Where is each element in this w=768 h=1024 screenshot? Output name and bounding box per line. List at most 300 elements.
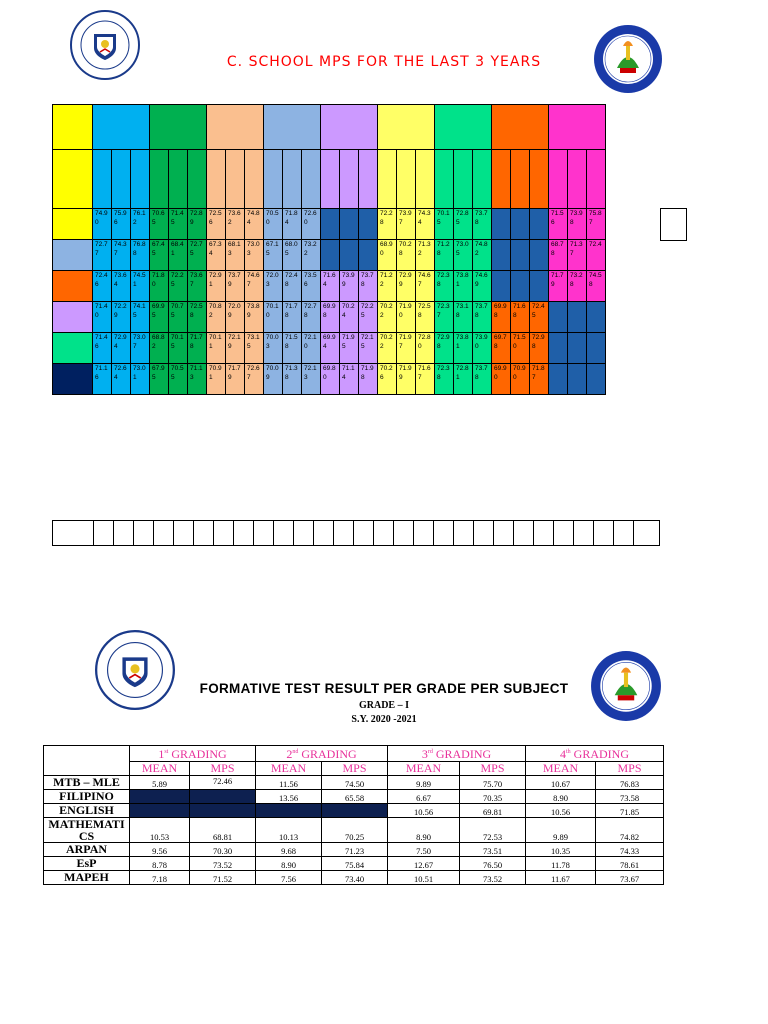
mps-value-cell: 71.50 — [511, 333, 530, 364]
mps-value-cell: 73.22 — [302, 240, 321, 271]
score-cell: 72.53 — [460, 818, 526, 843]
blank-cell — [340, 209, 359, 240]
mps-value-cell: 72.60 — [302, 209, 321, 240]
score-cell: 11.78 — [526, 857, 596, 871]
blank-cell — [359, 240, 378, 271]
score-cell: 13.56 — [256, 790, 322, 804]
formative-test-table — [43, 745, 664, 885]
blank-cell — [359, 209, 378, 240]
mps-value-cell: 70.91 — [207, 364, 226, 395]
mps-value-cell: 73.18 — [454, 302, 473, 333]
mps-value-cell: 72.91 — [207, 271, 226, 302]
blank-cell — [190, 790, 256, 804]
empty-cell — [414, 521, 434, 546]
year-header — [188, 150, 207, 209]
mps-value-cell: 75.87 — [587, 209, 606, 240]
grade-label-three — [53, 271, 93, 302]
mps-value-cell: 71.28 — [435, 240, 454, 271]
mps-value-cell: 69.98 — [492, 302, 511, 333]
empty-cell — [354, 521, 374, 546]
empty-cell — [174, 521, 194, 546]
mps-value-cell: 72.64 — [112, 364, 131, 395]
mps-value-cell: 72.81 — [454, 364, 473, 395]
mps-value-cell: 72.25 — [169, 271, 188, 302]
table-row — [53, 364, 606, 395]
grade-label-one — [53, 209, 93, 240]
mps-value-cell: 73.97 — [397, 209, 416, 240]
score-cell: 10.67 — [526, 776, 596, 790]
mps-value-cell: 70.10 — [264, 302, 283, 333]
section2-title: FORMATIVE TEST RESULT PER GRADE PER SUBJECT — [199, 681, 569, 696]
mps-value-cell: 70.11 — [207, 333, 226, 364]
mps-value-cell: 71.58 — [283, 333, 302, 364]
mps-value-cell: 70.28 — [397, 240, 416, 271]
subject-name: FILIPINO — [44, 790, 130, 804]
empty-cell — [53, 521, 94, 546]
empty-cell — [374, 521, 394, 546]
mps-value-cell: 71.14 — [340, 364, 359, 395]
score-cell: 74.33 — [596, 843, 664, 857]
empty-cell — [454, 521, 474, 546]
score-cell: 9.68 — [256, 843, 322, 857]
mps-value-cell: 69.78 — [492, 333, 511, 364]
grading-header-4 — [526, 746, 664, 762]
table-row — [44, 857, 664, 871]
year-header — [112, 150, 131, 209]
blank-cell — [190, 804, 256, 818]
year-header — [397, 150, 416, 209]
grade-label-six — [53, 364, 93, 395]
mps-value-cell: 72.29 — [112, 302, 131, 333]
year-header — [150, 150, 169, 209]
mps-value-cell: 68.90 — [378, 240, 397, 271]
mps-value-cell: 71.78 — [283, 302, 302, 333]
mps-value-cell: 73.81 — [454, 333, 473, 364]
score-cell: 73.51 — [460, 843, 526, 857]
year-header — [492, 150, 511, 209]
mps-value-cell: 71.22 — [378, 271, 397, 302]
mps-value-cell: 73.81 — [454, 271, 473, 302]
year-header — [473, 150, 492, 209]
mps-value-cell: 71.84 — [283, 209, 302, 240]
empty-cell — [314, 521, 334, 546]
empty-cell — [234, 521, 254, 546]
subject-area-header — [53, 105, 93, 150]
year-header — [549, 150, 568, 209]
score-cell: 8.90 — [256, 857, 322, 871]
score-cell: 69.81 — [460, 804, 526, 818]
mps-value-cell: 71.79 — [549, 271, 568, 302]
blank-cell — [492, 240, 511, 271]
mps-value-cell: 70.55 — [169, 364, 188, 395]
score-cell: 6.67 — [388, 790, 460, 804]
subject-column-header — [44, 746, 130, 776]
table-row — [53, 271, 606, 302]
year-header — [93, 150, 112, 209]
grading-header-3 — [388, 746, 526, 762]
score-cell: 71.52 — [190, 871, 256, 885]
mps-value-cell: 73.67 — [188, 271, 207, 302]
score-cell: 74.82 — [596, 818, 664, 843]
mps-table — [52, 104, 606, 395]
grading-header-1 — [130, 746, 256, 762]
mps-value-cell: 72.4 — [587, 240, 606, 271]
empty-cell — [94, 521, 114, 546]
grading-num: 2 — [286, 747, 293, 761]
mps-value-cell: 70.15 — [435, 209, 454, 240]
mps-value-cell: 73.03 — [245, 240, 264, 271]
mps-value-cell: 72.09 — [226, 302, 245, 333]
mps-value-cell: 74.82 — [473, 240, 492, 271]
score-cell: 65.58 — [322, 790, 388, 804]
score-cell: 12.67 — [388, 857, 460, 871]
mps-value-cell: 73.07 — [131, 333, 150, 364]
extra-cell — [660, 208, 687, 241]
year-header — [378, 150, 397, 209]
score-cell: 68.81 — [190, 818, 256, 843]
mps-value-cell: 70.65 — [150, 209, 169, 240]
year-header — [568, 150, 587, 209]
subject-header-filipino — [207, 105, 264, 150]
mps-value-cell: 71.56 — [549, 209, 568, 240]
mps-value-cell: 73.05 — [454, 240, 473, 271]
mps-value-cell: 74.58 — [587, 271, 606, 302]
score-cell: 10.56 — [388, 804, 460, 818]
blank-cell — [511, 240, 530, 271]
blank-cell — [530, 209, 549, 240]
grading-num: 1 — [158, 747, 165, 761]
mps-value-cell: 72.85 — [454, 209, 473, 240]
mps-value-cell: 67.34 — [207, 240, 226, 271]
empty-cell — [394, 521, 414, 546]
year-header — [435, 150, 454, 209]
table-row — [44, 790, 664, 804]
year-header — [245, 150, 264, 209]
score-cell: 73.40 — [322, 871, 388, 885]
score-cell: 70.25 — [322, 818, 388, 843]
blank-cell — [130, 790, 190, 804]
mps-value-cell: 71.67 — [416, 364, 435, 395]
mps-value-cell: 71.80 — [150, 271, 169, 302]
mps-value-cell: 71.87 — [530, 364, 549, 395]
mps-value-cell: 72.15 — [359, 333, 378, 364]
empty-cell — [194, 521, 214, 546]
year-header — [340, 150, 359, 209]
mps-header: MPS — [460, 762, 526, 776]
empty-cell — [594, 521, 614, 546]
empty-cell — [214, 521, 234, 546]
mps-value-cell: 69.90 — [492, 364, 511, 395]
mps-value-cell: 71.46 — [93, 333, 112, 364]
grade-label-five — [53, 333, 93, 364]
blank-cell — [256, 804, 322, 818]
grading-label: GRADING — [570, 747, 629, 761]
blank-cell — [530, 240, 549, 271]
table-row — [44, 843, 664, 857]
blank-cell — [492, 271, 511, 302]
mps-value-cell: 73.78 — [473, 302, 492, 333]
subject-header-science — [321, 105, 378, 150]
mps-value-cell: 73.78 — [473, 209, 492, 240]
mps-value-cell: 71.99 — [397, 364, 416, 395]
grading-num: 3 — [421, 747, 428, 761]
score-cell: 10.35 — [526, 843, 596, 857]
mps-value-cell: 74.67 — [245, 271, 264, 302]
score-cell: 7.50 — [388, 843, 460, 857]
mps-value-cell: 70.15 — [169, 333, 188, 364]
school-year-label: S.Y. 2020 -2021 — [351, 714, 417, 725]
score-cell: 73.52 — [190, 857, 256, 871]
grading-num: 4 — [559, 747, 566, 761]
mps-value-cell: 72.25 — [359, 302, 378, 333]
subject-name: MAPEH — [44, 871, 130, 885]
table-row — [53, 333, 606, 364]
mps-value-cell: 74.37 — [112, 240, 131, 271]
score-cell: 74.50 — [322, 776, 388, 790]
subject-header-arpan — [378, 105, 435, 150]
mps-header: MPS — [190, 762, 256, 776]
score-cell: 8.78 — [130, 857, 190, 871]
year-header — [226, 150, 245, 209]
score-cell: 75.84 — [322, 857, 388, 871]
grading-label: GRADING — [298, 747, 357, 761]
blank-cell — [530, 271, 549, 302]
mps-value-cell: 68.82 — [150, 333, 169, 364]
subject-header-mtbmle — [549, 105, 606, 150]
blank-cell — [568, 302, 587, 333]
subject-name: MTB – MLE — [44, 776, 130, 790]
grading-sup: nd — [292, 749, 299, 755]
mps-value-cell: 71.64 — [321, 271, 340, 302]
blank-cell — [321, 240, 340, 271]
blank-cell — [322, 804, 388, 818]
empty-cell — [274, 521, 294, 546]
subject-header-math — [264, 105, 321, 150]
section1-title: C. SCHOOL MPS FOR THE LAST 3 YEARS — [226, 54, 542, 70]
mps-value-cell: 67.15 — [264, 240, 283, 271]
score-cell: 8.90 — [388, 818, 460, 843]
mps-value-cell: 71.78 — [188, 333, 207, 364]
mps-value-cell: 72.98 — [530, 333, 549, 364]
mps-value-cell: 71.37 — [568, 240, 587, 271]
deped-seal-logo-2 — [95, 630, 175, 710]
mps-header: MPS — [322, 762, 388, 776]
score-cell: 8.90 — [526, 790, 596, 804]
mps-value-cell: 74.69 — [473, 271, 492, 302]
year-header — [359, 150, 378, 209]
subject-name: MATHEMATICS — [44, 818, 130, 843]
subject-header-mapeh — [435, 105, 492, 150]
mps-value-cell: 70.24 — [340, 302, 359, 333]
empty-cell — [334, 521, 354, 546]
subject-name: ARPAN — [44, 843, 130, 857]
table-row — [53, 240, 606, 271]
mps-value-cell: 72.48 — [283, 271, 302, 302]
year-header — [131, 150, 150, 209]
mps-value-cell: 71.97 — [397, 333, 416, 364]
mps-value-cell: 74.90 — [93, 209, 112, 240]
score-cell: 73.67 — [596, 871, 664, 885]
mps-value-cell: 67.95 — [150, 364, 169, 395]
mps-value-cell: 72.89 — [188, 209, 207, 240]
mps-value-cell: 70.09 — [264, 364, 283, 395]
mps-value-cell: 68.13 — [226, 240, 245, 271]
blank-cell — [587, 333, 606, 364]
mps-value-cell: 73.78 — [473, 364, 492, 395]
mps-value-cell: 71.98 — [359, 364, 378, 395]
score-cell: 75.70 — [460, 776, 526, 790]
score-cell: 73.52 — [460, 871, 526, 885]
year-header — [283, 150, 302, 209]
score-cell: 78.61 — [596, 857, 664, 871]
mps-value-cell: 71.90 — [397, 302, 416, 333]
grading-label: GRADING — [432, 747, 492, 761]
empty-cell — [154, 521, 174, 546]
mps-value-cell: 73.15 — [245, 333, 264, 364]
blank-cell — [130, 804, 190, 818]
blank-cell — [549, 333, 568, 364]
mps-value-cell: 74.51 — [131, 271, 150, 302]
empty-row-table — [52, 520, 660, 546]
mps-value-cell: 72.46 — [93, 271, 112, 302]
blank-cell — [511, 271, 530, 302]
table-row — [44, 804, 664, 818]
mps-value-cell: 71.68 — [511, 302, 530, 333]
mps-value-cell: 72.77 — [93, 240, 112, 271]
mps-value-cell: 74.84 — [245, 209, 264, 240]
score-cell: 9.89 — [526, 818, 596, 843]
grading-label: GRADING — [168, 747, 227, 761]
mps-value-cell: 70.90 — [511, 364, 530, 395]
mean-header: MEAN — [526, 762, 596, 776]
mps-value-cell: 70.03 — [264, 333, 283, 364]
score-cell: 72.46 — [190, 776, 256, 790]
mps-value-cell: 72.03 — [264, 271, 283, 302]
blank-cell — [568, 364, 587, 395]
empty-cell — [494, 521, 514, 546]
year-header — [302, 150, 321, 209]
score-cell: 5.89 — [130, 776, 190, 790]
blank-cell — [587, 364, 606, 395]
score-cell: 11.67 — [526, 871, 596, 885]
mps-value-cell: 73.79 — [226, 271, 245, 302]
table-row — [44, 818, 664, 843]
empty-cell — [254, 521, 274, 546]
year-header — [207, 150, 226, 209]
subject-header-epptle — [492, 105, 549, 150]
mps-value-cell: 70.50 — [264, 209, 283, 240]
mps-value-cell: 70.22 — [378, 333, 397, 364]
mps-value-cell: 68.05 — [283, 240, 302, 271]
mps-value-cell: 72.37 — [435, 302, 454, 333]
mps-value-cell: 69.95 — [150, 302, 169, 333]
score-cell: 71.85 — [596, 804, 664, 818]
score-cell: 10.56 — [526, 804, 596, 818]
mps-value-cell: 74.67 — [416, 271, 435, 302]
mps-value-cell: 73.89 — [245, 302, 264, 333]
mps-value-cell: 71.79 — [226, 364, 245, 395]
mps-value-cell: 67.45 — [150, 240, 169, 271]
mps-value-cell: 73.62 — [226, 209, 245, 240]
year-header — [264, 150, 283, 209]
mps-value-cell: 70.75 — [169, 302, 188, 333]
score-cell: 11.56 — [256, 776, 322, 790]
score-cell: 71.23 — [322, 843, 388, 857]
mps-value-cell: 72.45 — [530, 302, 549, 333]
mean-header: MEAN — [388, 762, 460, 776]
blank-cell — [549, 364, 568, 395]
blank-cell — [340, 240, 359, 271]
year-header — [530, 150, 549, 209]
mps-value-cell: 74.15 — [131, 302, 150, 333]
mps-value-cell: 72.28 — [378, 209, 397, 240]
mps-value-cell: 72.67 — [245, 364, 264, 395]
grading-header-2 — [256, 746, 388, 762]
empty-cell — [434, 521, 454, 546]
mps-value-cell: 73.01 — [131, 364, 150, 395]
mps-value-cell: 71.45 — [169, 209, 188, 240]
empty-cell — [574, 521, 594, 546]
mean-header: MEAN — [256, 762, 322, 776]
mps-value-cell: 72.38 — [435, 364, 454, 395]
blank-cell — [568, 333, 587, 364]
subject-name: EsP — [44, 857, 130, 871]
blank-cell — [492, 209, 511, 240]
grading-sup: rd — [427, 749, 433, 755]
table-row — [44, 871, 664, 885]
subject-name: ENGLISH — [44, 804, 130, 818]
mps-value-cell: 73.28 — [568, 271, 587, 302]
blank-cell — [321, 209, 340, 240]
mps-value-cell: 70.22 — [378, 302, 397, 333]
score-cell: 70.35 — [460, 790, 526, 804]
empty-cell — [554, 521, 574, 546]
mps-value-cell: 72.58 — [416, 302, 435, 333]
empty-cell — [634, 521, 660, 546]
mps-value-cell: 72.56 — [207, 209, 226, 240]
year-header — [321, 150, 340, 209]
year-header — [587, 150, 606, 209]
year-header — [454, 150, 473, 209]
score-cell: 7.56 — [256, 871, 322, 885]
mps-value-cell: 72.80 — [416, 333, 435, 364]
mps-value-cell: 73.64 — [112, 271, 131, 302]
mps-header: MPS — [596, 762, 664, 776]
mps-value-cell: 71.16 — [93, 364, 112, 395]
empty-cell — [514, 521, 534, 546]
mps-value-cell: 71.32 — [416, 240, 435, 271]
mps-value-cell: 72.58 — [188, 302, 207, 333]
mps-value-cell: 70.82 — [207, 302, 226, 333]
score-cell: 10.13 — [256, 818, 322, 843]
mps-value-cell: 71.38 — [283, 364, 302, 395]
mps-value-cell: 71.95 — [340, 333, 359, 364]
mps-value-cell: 75.96 — [112, 209, 131, 240]
subject-header-esp — [93, 105, 150, 150]
mps-value-cell: 69.80 — [321, 364, 340, 395]
mps-value-cell: 72.19 — [226, 333, 245, 364]
mps-value-cell: 73.99 — [340, 271, 359, 302]
school-year-header — [53, 150, 93, 209]
table-row — [53, 209, 606, 240]
mps-value-cell: 70.26 — [378, 364, 397, 395]
score-cell: 73.58 — [596, 790, 664, 804]
mps-value-cell: 68.41 — [169, 240, 188, 271]
empty-cell — [114, 521, 134, 546]
mps-value-cell: 73.90 — [473, 333, 492, 364]
mps-value-cell: 68.78 — [549, 240, 568, 271]
mps-value-cell: 72.78 — [302, 302, 321, 333]
